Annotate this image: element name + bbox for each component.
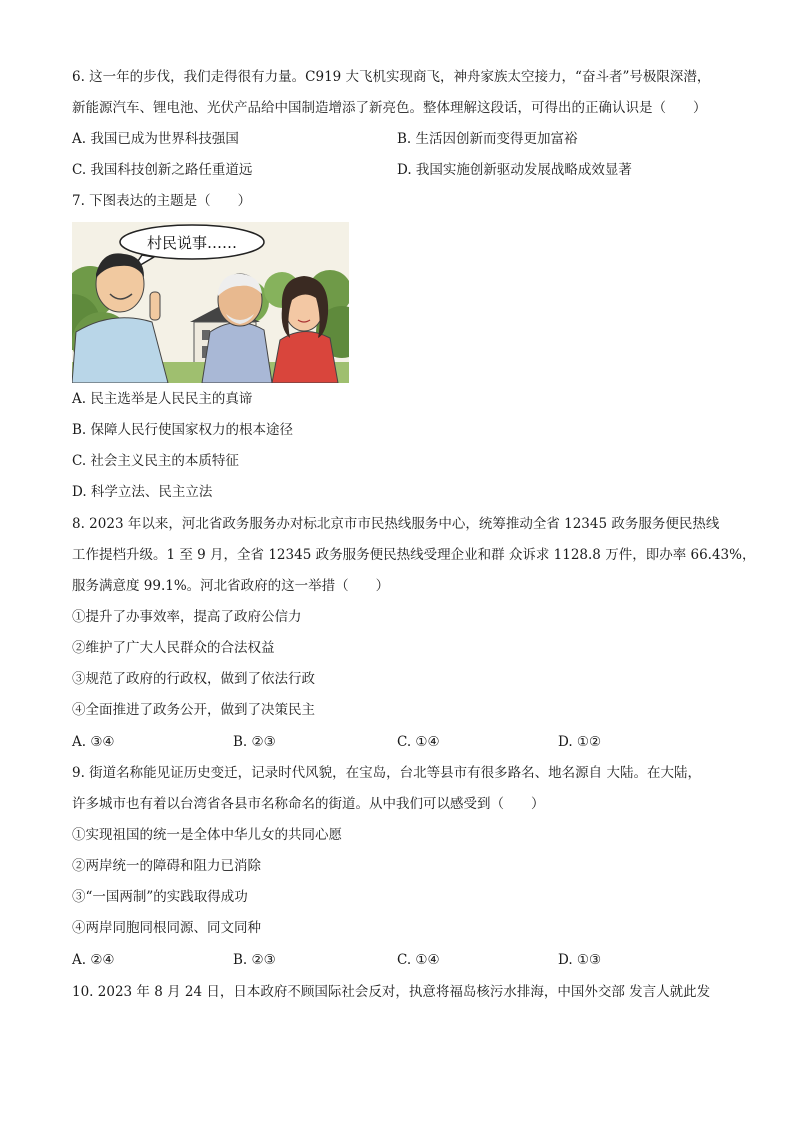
q9-statement-4: ④两岸同胞同根同源、同文同种 xyxy=(72,920,261,936)
q7-option-a[interactable]: A. 民主选举是人民民主的真谛 xyxy=(72,391,253,407)
q6-option-b[interactable]: B. 生活因创新而变得更加富裕 xyxy=(397,131,578,147)
q8-option-c[interactable]: C. ①④ xyxy=(397,734,440,750)
q9-option-d[interactable]: D. ①③ xyxy=(558,952,602,968)
speech-bubble-text: 村民说事…… xyxy=(146,234,238,252)
q8-statement-2: ②维护了广大人民群众的合法权益 xyxy=(72,640,275,656)
q8-option-a[interactable]: A. ③④ xyxy=(72,734,115,750)
q9-option-b[interactable]: B. ②③ xyxy=(233,952,276,968)
q9-option-c[interactable]: C. ①④ xyxy=(397,952,440,968)
q8-stem-line-3: 服务满意度 99.1%。河北省政府的这一举措（ ） xyxy=(72,578,390,594)
q8-option-b[interactable]: B. ②③ xyxy=(233,734,276,750)
q9-statement-2: ②两岸统一的障碍和阻力已消除 xyxy=(72,858,261,874)
q8-stem-line-1: 8. 2023 年以来，河北省政务服务办对标北京市市民热线服务中心，统筹推动全省 12345 政务服务便民热线 xyxy=(72,516,720,532)
q9-statement-1: ①实现祖国的统一是全体中华儿女的共同心愿 xyxy=(72,827,342,843)
q6-option-a[interactable]: A. 我国已成为世界科技强国 xyxy=(72,131,239,147)
q9-stem-line-2: 许多城市也有着以台湾省各县市名称命名的街道。从中我们可以感受到（ ） xyxy=(72,796,545,812)
q7-option-b[interactable]: B. 保障人民行使国家权力的根本途径 xyxy=(72,422,294,438)
q6-stem-line-1: 6. 这一年的步伐，我们走得很有力量。C919 大飞机实现商飞，神舟家族太空接力，“奋斗者”号极限深潜， xyxy=(72,69,711,85)
q6-option-c[interactable]: C. 我国科技创新之路任重道远 xyxy=(72,162,253,178)
q7-cartoon-image xyxy=(72,222,349,383)
q9-statement-3: ③“一国两制”的实践取得成功 xyxy=(72,889,248,905)
q7-option-d[interactable]: D. 科学立法、民主立法 xyxy=(72,484,213,500)
q7-option-c[interactable]: C. 社会主义民主的本质特征 xyxy=(72,453,239,469)
q8-statement-3: ③规范了政府的行政权，做到了依法行政 xyxy=(72,671,315,687)
q10-stem-line-1: 10. 2023 年 8 月 24 日，日本政府不顾国际社会反对，执意将福岛核污水排海，中国外交部 发言人就此发 xyxy=(72,984,711,1000)
q7-stem: 7. 下图表达的主题是（ ） xyxy=(72,193,252,209)
q6-stem-line-2: 新能源汽车、锂电池、光伏产品给中国制造增添了新亮色。整体理解这段话，可得出的正确认识是（ ） xyxy=(72,100,707,116)
q8-stem-line-2: 工作提档升级。1 至 9 月，全省 12345 政务服务便民热线受理企业和群 众诉求 1128.8 万件，即办率 66.43%， xyxy=(72,547,756,563)
q8-statement-1: ①提升了办事效率，提高了政府公信力 xyxy=(72,609,302,625)
q8-statement-4: ④全面推进了政务公开，做到了决策民主 xyxy=(72,702,315,718)
q8-option-d[interactable]: D. ①② xyxy=(558,734,602,750)
q6-option-d[interactable]: D. 我国实施创新驱动发展战略成效显著 xyxy=(397,162,632,178)
q9-option-a[interactable]: A. ②④ xyxy=(72,952,115,968)
q9-stem-line-1: 9. 街道名称能见证历史变迁，记录时代风貌，在宝岛，台北等县市有很多路名、地名源自 大陆。在大陆， xyxy=(72,765,701,781)
